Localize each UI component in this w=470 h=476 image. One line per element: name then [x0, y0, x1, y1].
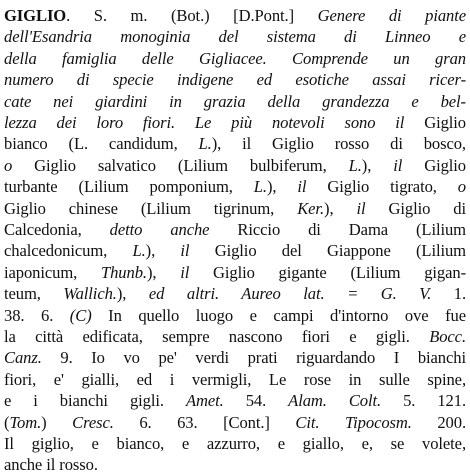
entry-text: iaponicum, — [4, 262, 101, 282]
entry-text: ( — [4, 412, 10, 432]
entry-text: chalcedonicum, — [4, 241, 133, 261]
entry-text: ), — [145, 241, 181, 261]
entry-text: ), — [361, 155, 394, 175]
entry-text: Thunb. — [100, 262, 147, 282]
entry-line — [4, 304, 466, 327]
entry-text: fiori, e' gialli, ed i vermigli, Le rose in sulle spine, — [4, 369, 466, 389]
entry-line — [4, 346, 466, 369]
entry-line — [4, 47, 466, 70]
entry-line — [4, 261, 466, 284]
entry-line — [4, 453, 98, 476]
entry-text: cate nei giardini in grazia della grandezza e bel- — [4, 91, 466, 111]
entry-text: L. — [132, 241, 146, 261]
entry-text: teum, — [4, 284, 64, 304]
entry-text: 9. Io vo pe' verdi prati riguardando I bianchi — [60, 348, 466, 368]
entry-text: ), il Giglio rosso di bosco, — [211, 134, 466, 154]
entry-text: Ker. — [297, 198, 325, 218]
entry-text: L. — [348, 155, 362, 175]
entry-text: detto anche — [109, 220, 238, 239]
entry-text: Cresc. — [72, 412, 140, 432]
entry-text: Giglio chinese (Lilium tigrinum, — [4, 198, 298, 218]
entry-text: ), — [116, 284, 149, 304]
entry-text: il — [180, 241, 215, 261]
entry-text: ), — [266, 177, 298, 197]
entry-line — [4, 218, 466, 241]
entry-text: 1. — [453, 284, 466, 304]
entry-text: Il giglio, e bianco, e azzurro, e giallo, e, se volete, — [4, 434, 466, 453]
entry-text: 5. 121. — [403, 391, 466, 411]
entry-text: Riccio di Dama (Lilium — [237, 220, 466, 239]
entry-text: 6. 63. [Cont.] — [139, 412, 296, 432]
entry-line — [4, 432, 466, 455]
entry-text: (C) — [69, 305, 109, 325]
entry-text: Giglio — [424, 155, 466, 175]
entry-line — [4, 368, 466, 391]
entry-line — [4, 282, 466, 305]
entry-text: Giglio salvatico (Lilium bulbiferum, — [34, 155, 349, 175]
entry-line — [4, 154, 466, 177]
entry-text: la città edificata, sempre nascono fiori e gigli. — [4, 327, 430, 346]
entry-text: Wallich. — [63, 284, 117, 304]
entry-text: L. — [198, 134, 212, 154]
entry-text: Giglio di — [388, 198, 466, 218]
entry-text: ) — [41, 412, 73, 432]
entry-text: e i bianchi gigli. — [4, 391, 186, 411]
entry-text: Cit. Tipocosm. — [295, 412, 438, 432]
entry-text: Genere di piante — [317, 6, 466, 25]
entry-text: 200. — [437, 412, 466, 432]
entry-text: il — [356, 198, 389, 218]
entry-text: In quello luogo e campi d'intorno ove fue — [108, 305, 466, 325]
entry-text: o — [4, 155, 35, 175]
entry-text: Giglio del Giappone (Lilium — [214, 241, 466, 261]
entry-text: L. — [253, 177, 267, 197]
entry-line — [4, 389, 466, 412]
entry-text: Bocc. — [429, 327, 466, 346]
entry-text: 38. 6. — [4, 305, 70, 325]
entry-line — [4, 197, 466, 220]
entry-text: il — [297, 177, 328, 197]
entry-text: Tom. — [9, 412, 42, 432]
entry-line — [4, 175, 466, 198]
entry-text: il — [393, 155, 425, 175]
headword: GIGLIO — [4, 6, 67, 25]
entry-text: turbante (Lilium pomponium, — [4, 177, 254, 197]
entry-line — [4, 68, 466, 91]
entry-text: Alam. Colt. — [288, 391, 404, 411]
entry-text: bianco (L. candidum, — [4, 134, 199, 154]
entry-text: 54. — [245, 391, 289, 411]
entry-text: Calcedonia, — [4, 220, 110, 239]
entry-text: anche il rosso. — [4, 455, 98, 475]
entry-text: Giglio tigrato, — [327, 177, 458, 197]
entry-line — [4, 325, 466, 348]
entry-line — [4, 25, 466, 48]
entry-text: Canz. — [4, 348, 61, 368]
entry-text: Giglio gigante (Lilium gigan- — [212, 262, 467, 282]
dictionary-entry — [4, 4, 467, 475]
entry-text: della famiglia delle Gigliacee. Comprende un gran — [4, 48, 466, 68]
entry-headline — [4, 4, 466, 27]
entry-text: numero di specie indigene ed esotiche assai ricer- — [4, 70, 466, 90]
entry-text: ), — [146, 262, 181, 282]
entry-text: Amet. — [185, 391, 246, 411]
entry-line — [4, 411, 466, 434]
entry-line — [4, 90, 466, 113]
entry-line — [4, 132, 466, 155]
entry-text: lezza dei loro fiori. Le più notevoli sono il — [4, 113, 425, 132]
entry-text: . S. m. (Bot.) [D.Pont.] — [66, 6, 318, 25]
entry-text: dell'Esandria monoginia del sistema di Linneo e — [4, 27, 466, 47]
entry-text: o — [457, 177, 466, 197]
entry-text: il — [180, 262, 213, 282]
entry-line — [4, 111, 466, 134]
entry-text: ed altri. Aureo lat. = G. V. — [148, 284, 454, 304]
entry-text: ), — [324, 198, 357, 218]
entry-line — [4, 239, 466, 262]
entry-text: Giglio — [424, 113, 466, 132]
